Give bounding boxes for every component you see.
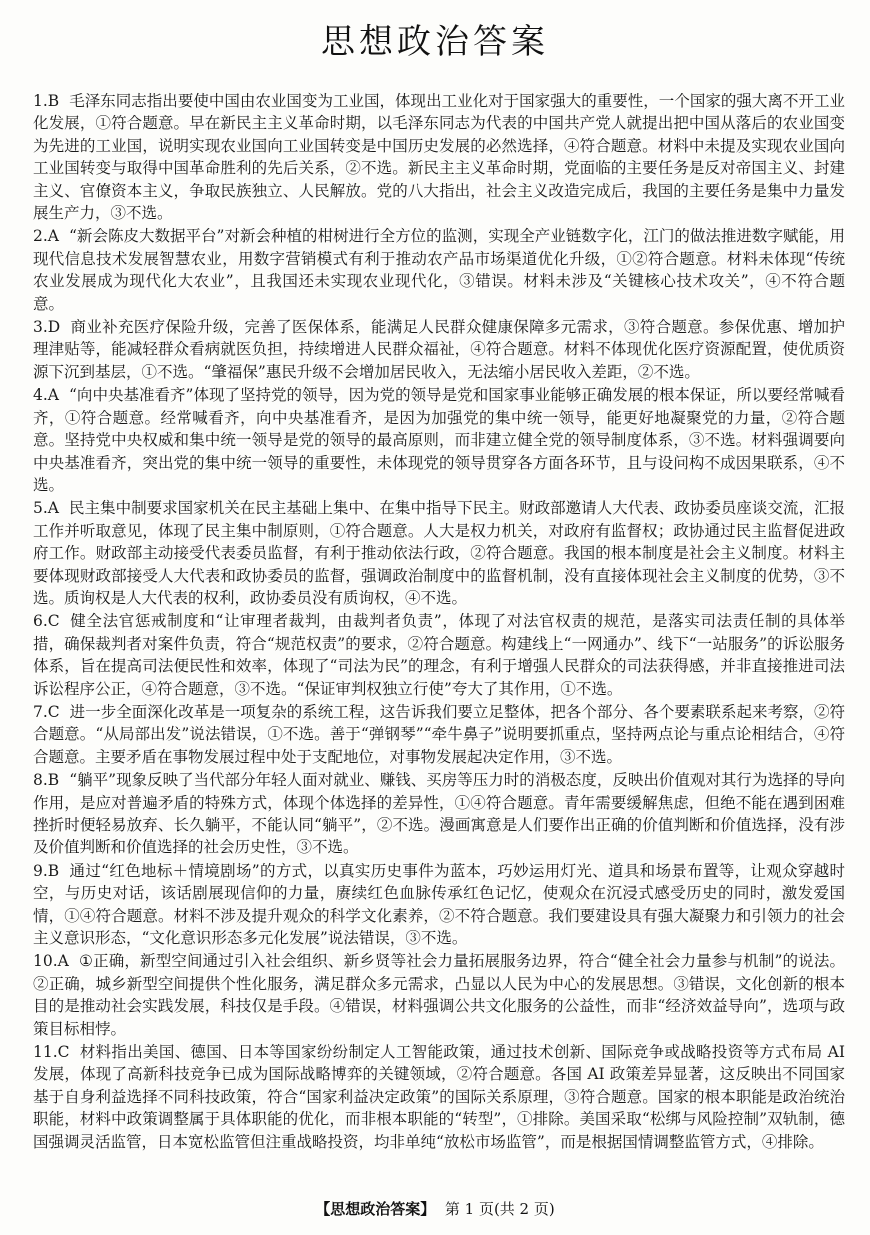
- answer-explanation: ①正确，新型空间通过引入社会组织、新乡贤等社会力量拓展服务边界，符合“健全社会力量参与机制”的说法。②正确，城乡新型空间提供个性化服务，满足群众多元需求，凸显以人民为中心的发展思想。③错误，文化创新的根本目的是推动社会实践发展，科技仅是手段。④错误，材料强调公共文化服务的公益性，而非“经济效益导向”，选项与政策目标相悖。: [33, 952, 845, 1038]
- answer-number: 7.: [33, 702, 48, 721]
- answer-number: 9.: [33, 861, 48, 880]
- footer-subject: 思想政治答案: [330, 1200, 421, 1218]
- answer-number: 8.: [33, 771, 48, 790]
- footer-close-bracket: 】: [420, 1200, 436, 1218]
- answer-key: B: [47, 771, 60, 790]
- answer-number: 2.: [33, 227, 48, 246]
- answer-number: 1.: [33, 92, 48, 110]
- answer-explanation: 通过“红色地标＋情境剧场”的方式，以真实历史事件为蓝本，巧妙运用灯光、道具和场景布置等，让观众穿越时空，与历史对话，该话剧展现信仰的力量，赓续红色血脉传承红色记忆，使观众在沉浸式感受历史的同时，激发爱国情，①④符合题意。材料不涉及提升观众的科学文化素养，②不符合题意。我们要建设具有强大凝聚力和引领力的社会主义意识形态，“文化意识形态多元化发展”说法错误，③不选。: [33, 861, 845, 948]
- answer-explanation: 民主集中制要求国家机关在民主基础上集中、在集中指导下民主。财政部邀请人大代表、政协委员座谈交流，汇报工作并听取意见，体现了民主集中制原则，①符合题意。人大是权力机关，对政府有监督权；政协通过民主监督促进政府工作。财政部主动接受代表委员监督，有利于推动依法行政，②符合题意。我国的根本制度是社会主义制度。材料主要体现财政部接受人大代表和政协委员的监督，强调政治制度中的监督机制，没有直接体现社会主义制度的优势，③不选。质询权是人大代表的权利，政协委员没有质询权，④不选。: [33, 499, 845, 607]
- answer-key: C: [57, 1043, 70, 1062]
- page-footer: [0, 1198, 870, 1219]
- footer-page-info: 第 1 页(共 2 页): [444, 1200, 555, 1218]
- answer-item: [33, 225, 845, 315]
- answer-explanation: 商业补充医疗保险升级，完善了医保体系，能满足人民群众健康保障多元需求，③符合题意。参保优惠、增加护理津贴等，能减轻群众看病就医负担，持续增进人民群众福祉，④符合题意。材料不体现优化医疗资源配置，使优质资源下沉到基层，①不选。“肇福保”惠民升级不会增加居民收入，无法缩小居民收入差距，②不选。: [33, 318, 845, 381]
- answer-number: 4.: [33, 386, 48, 405]
- answer-number: 10.: [33, 952, 58, 971]
- answer-explanation: 毛泽东同志指出要使中国由农业国变为工业国，体现出工业化对于国家强大的重要性，一个国家的强大离不开工业化发展，①符合题意。早在新民主主义革命时期，以毛泽东同志为代表的中国共产党人就提出把中国从落后的农业国变为先进的工业国，说明实现农业国向工业国转变是中国历史发展的必然选择，④符合题意。材料中未提及实现农业国向工业国转变与取得中国革命胜利的先后关系，②不选。新民主主义革命时期，党面临的主要任务是反对帝国主义、封建主义、官僚资本主义，争取民族独立、人民解放。党的八大指出，社会主义改造完成后，我国的主要任务是集中力量发展生产力，③不选。: [33, 92, 845, 223]
- answer-key: C: [47, 612, 60, 631]
- answer-number: 5.: [33, 499, 48, 518]
- answer-item: [33, 1041, 845, 1153]
- answer-key: A: [47, 227, 59, 246]
- answer-key: A: [47, 499, 59, 518]
- answer-key: A: [57, 952, 69, 971]
- answer-number: 11.: [33, 1043, 58, 1062]
- answer-key: C: [47, 702, 60, 721]
- answer-key: B: [47, 92, 60, 110]
- answer-key: A: [47, 386, 59, 405]
- answer-key: D: [47, 318, 61, 337]
- answer-explanation: “躺平”现象反映了当代部分年轻人面对就业、赚钱、买房等压力时的消极态度，反映出价值观对其行为选择的导向作用，是应对普遍矛盾的特殊方式，体现个体选择的差异性，①④符合题意。青年需要缓解焦虑，但绝不能在遇到困难挫折时便轻易放弃、长久躺平，不能认同“躺平”，②不选。漫画寓意是人们要作出正确的价值判断和价值选择，没有涉及价值判断和价值选择的社会历史性，③不选。: [33, 771, 845, 857]
- answer-item: [33, 769, 845, 859]
- answer-explanation: 健全法官惩戒制度和“让审理者裁判，由裁判者负责”，体现了对法官权责的规范，是落实司法责任制的具体举措，确保裁判者对案件负责，符合“规范权责”的要求，②符合题意。构建线上“一网通办”、线下“一站服务”的诉讼服务体系，旨在提高司法便民性和效率，体现了“司法为民”的理念，有利于增强人民群众的司法获得感，并非直接推进司法诉讼程序公正，④符合题意，③不选。“保证审判权独立行使”夸大了其作用，①不选。: [33, 612, 845, 698]
- answer-explanation: “新会陈皮大数据平台”对新会种植的柑树进行全方位的监测，实现全产业链数字化，江门的做法推进数字赋能，用现代信息技术发展智慧农业，用数字营销模式有利于推动农产品市场渠道优化升级，①②符合题意。材料未体现“传统农业发展成为现代化大农业”，且我国还未实现农业现代化，③错误。材料未涉及“关键核心技术攻关”，④不符合题意。: [33, 227, 845, 313]
- answer-item: [33, 497, 845, 609]
- answer-item: [33, 90, 845, 224]
- answer-item: [33, 701, 845, 768]
- answer-item: [33, 950, 845, 1040]
- answer-item: [33, 860, 845, 950]
- answer-item: [33, 316, 845, 383]
- answer-explanation: “向中央基准看齐”体现了坚持党的领导，因为党的领导是党和国家事业能够正确发展的根本保证，所以要经常喊看齐，①符合题意。经常喊看齐，向中央基准看齐，是因为加强党的集中统一领导，能更好地凝聚党的力量，②符合题意。坚持党中央权威和集中统一领导是党的领导的最高原则，而非建立健全党的领导制度体系，③不选。材料强调要向中央基准看齐，突出党的集中统一领导的重要性，未体现党的领导贯穿各方面各环节，且与设问构不成因果联系，④不选。: [33, 386, 845, 494]
- page-title: 思想政治答案: [321, 22, 549, 62]
- answer-item: [33, 610, 845, 700]
- answer-item: [33, 384, 845, 496]
- answer-key: B: [47, 861, 60, 880]
- answer-explanation: 材料指出美国、德国、日本等国家纷纷制定人工智能政策，通过技术创新、国际竞争或战略投资等方式布局 AI 发展，体现了高新科技竞争已成为国际战略博弈的关键领域，②符合题意。各国 AI 政策差异显著，这反映出不同国家基于自身利益选择不同科技政策，符合“国家利益决定政策”的国际关系原理，③符合题意。国家的根本职能是政治统治职能，材料中政策调整属于具体职能的优化，而非根本职能的“转型”，①排除。美国采取“松绑与风险控制”双轨制，德国强调灵活监管，日本宽松监管但注重战略投资，均非单纯“放松市场监管”，而是根据国情调整监管方式，④排除。: [33, 1043, 845, 1151]
- answer-explanation: 进一步全面深化改革是一项复杂的系统工程，这告诉我们要立足整体，把各个部分、各个要素联系起来考察，②符合题意。“从局部出发”说法错误，①不选。善于“弹钢琴”“牵牛鼻子”说明要抓重点，坚持两点论与重点论相结合，④符合题意。主要矛盾在事物发展过程中处于支配地位，对事物发展起决定作用，③不选。: [33, 702, 845, 766]
- answer-number: 6.: [33, 612, 48, 631]
- answer-number: 3.: [33, 318, 48, 337]
- footer-open-bracket: 【: [315, 1200, 331, 1218]
- answer-list: [33, 90, 845, 1154]
